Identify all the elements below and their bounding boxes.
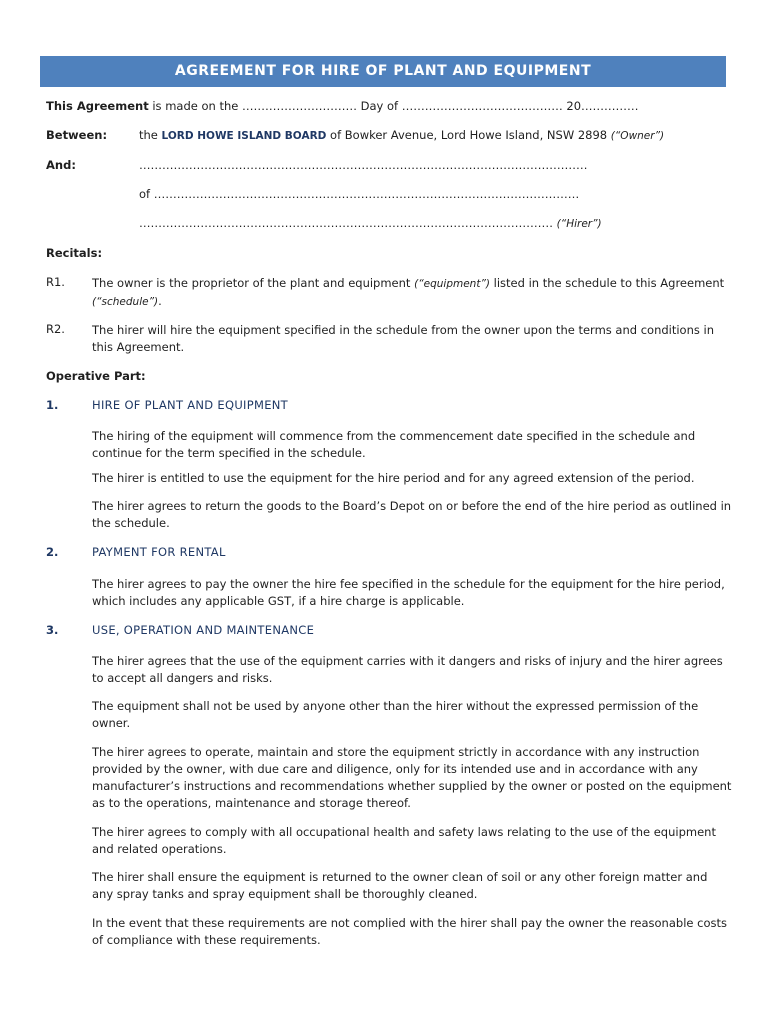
section-title: HIRE OF PLANT AND EQUIPMENT <box>92 398 288 412</box>
section-paragraph: The hirer agrees to pay the owner the hire fee specified in the schedule for the equipment for the hire period, which includes any applicable GST, if a hire charge is applicable. <box>92 577 725 608</box>
owner-address: of Bowker Avenue, Lord Howe Island, NSW 2898 <box>326 128 611 142</box>
and-label: And: <box>46 158 76 172</box>
schedule-tag: (“schedule”) <box>92 296 159 308</box>
recital-text-b: listed in the schedule to this Agreement <box>490 276 725 290</box>
recital-text <box>92 275 732 311</box>
section-number: 1. <box>46 398 59 412</box>
recitals-heading: Recitals: <box>46 246 103 260</box>
made-on-text: is made on the ………………………… Day of …………………………………… 20…………… <box>148 99 639 113</box>
owner-name: LORD HOWE ISLAND BOARD <box>161 130 327 142</box>
hirer-tag-line <box>139 216 602 230</box>
hirer-dots: ……………………………………………………………………………………………… <box>139 216 557 230</box>
between-the: the <box>139 128 162 142</box>
section-paragraph: The hirer is entitled to use the equipment for the hire period and for any agreed extension of the period. <box>92 471 695 485</box>
section-paragraph: In the event that these requirements are not complied with the hirer shall pay the owner the reasonable costs of compliance with these requirements. <box>92 916 727 947</box>
recital-text-a: The owner is the proprietor of the plant and equipment <box>92 276 415 290</box>
hirer-address-line: of ………………………………………………………………………………………………… <box>139 187 580 201</box>
section-title: USE, OPERATION AND MAINTENANCE <box>92 623 315 637</box>
recital-number: R2. <box>46 322 65 336</box>
between-label: Between: <box>46 128 108 142</box>
recital-text: The hirer will hire the equipment specified in the schedule from the owner upon the terms and conditions in this Agreement. <box>92 323 715 354</box>
section-paragraph: The equipment shall not be used by anyone other than the hirer without the expressed permission of the owner. <box>92 699 699 730</box>
section-number: 2. <box>46 545 59 559</box>
section-paragraph: The hiring of the equipment will commence from the commencement date specified in the schedule and continue for the term specified in the schedule. <box>92 429 696 460</box>
recital-text-c: . <box>158 294 162 308</box>
section-number: 3. <box>46 623 59 637</box>
agreement-date-line <box>46 99 639 113</box>
hirer-tag: (“Hirer”) <box>556 218 602 230</box>
owner-tag: (“Owner”) <box>610 130 665 142</box>
hirer-name-line: ……………………………………………………………………………………………………… <box>139 158 588 172</box>
equipment-tag: (“equipment”) <box>414 278 490 290</box>
between-party <box>139 128 664 142</box>
document-title: AGREEMENT FOR HIRE OF PLANT AND EQUIPMENT <box>40 56 726 87</box>
recital-number: R1. <box>46 275 65 289</box>
section-paragraph: The hirer agrees to return the goods to the Board’s Depot on or before the end of the hire period as outlined in the schedule. <box>92 499 732 530</box>
this-agreement-label: This Agreement <box>46 99 149 113</box>
operative-heading: Operative Part: <box>46 369 146 383</box>
section-paragraph: The hirer agrees to operate, maintain and store the equipment strictly in accordance with any instruction provided by the owner, with due care and diligence, only for its intended use and in accordance with any manufacturer’s instructions and recommendations whether supplied by the owner or posted on the equipment as to the operations, maintenance and storage thereof. <box>92 745 732 810</box>
section-paragraph: The hirer shall ensure the equipment is returned to the owner clean of soil or any other foreign matter and any spray tanks and spray equipment shall be thoroughly cleaned. <box>92 870 708 901</box>
section-title: PAYMENT FOR RENTAL <box>92 545 226 559</box>
section-paragraph: The hirer agrees to comply with all occupational health and safety laws relating to the use of the equipment and related operations. <box>92 825 716 856</box>
section-paragraph: The hirer agrees that the use of the equipment carries with it dangers and risks of injury and the hirer agrees to accept all dangers and risks. <box>92 654 723 685</box>
